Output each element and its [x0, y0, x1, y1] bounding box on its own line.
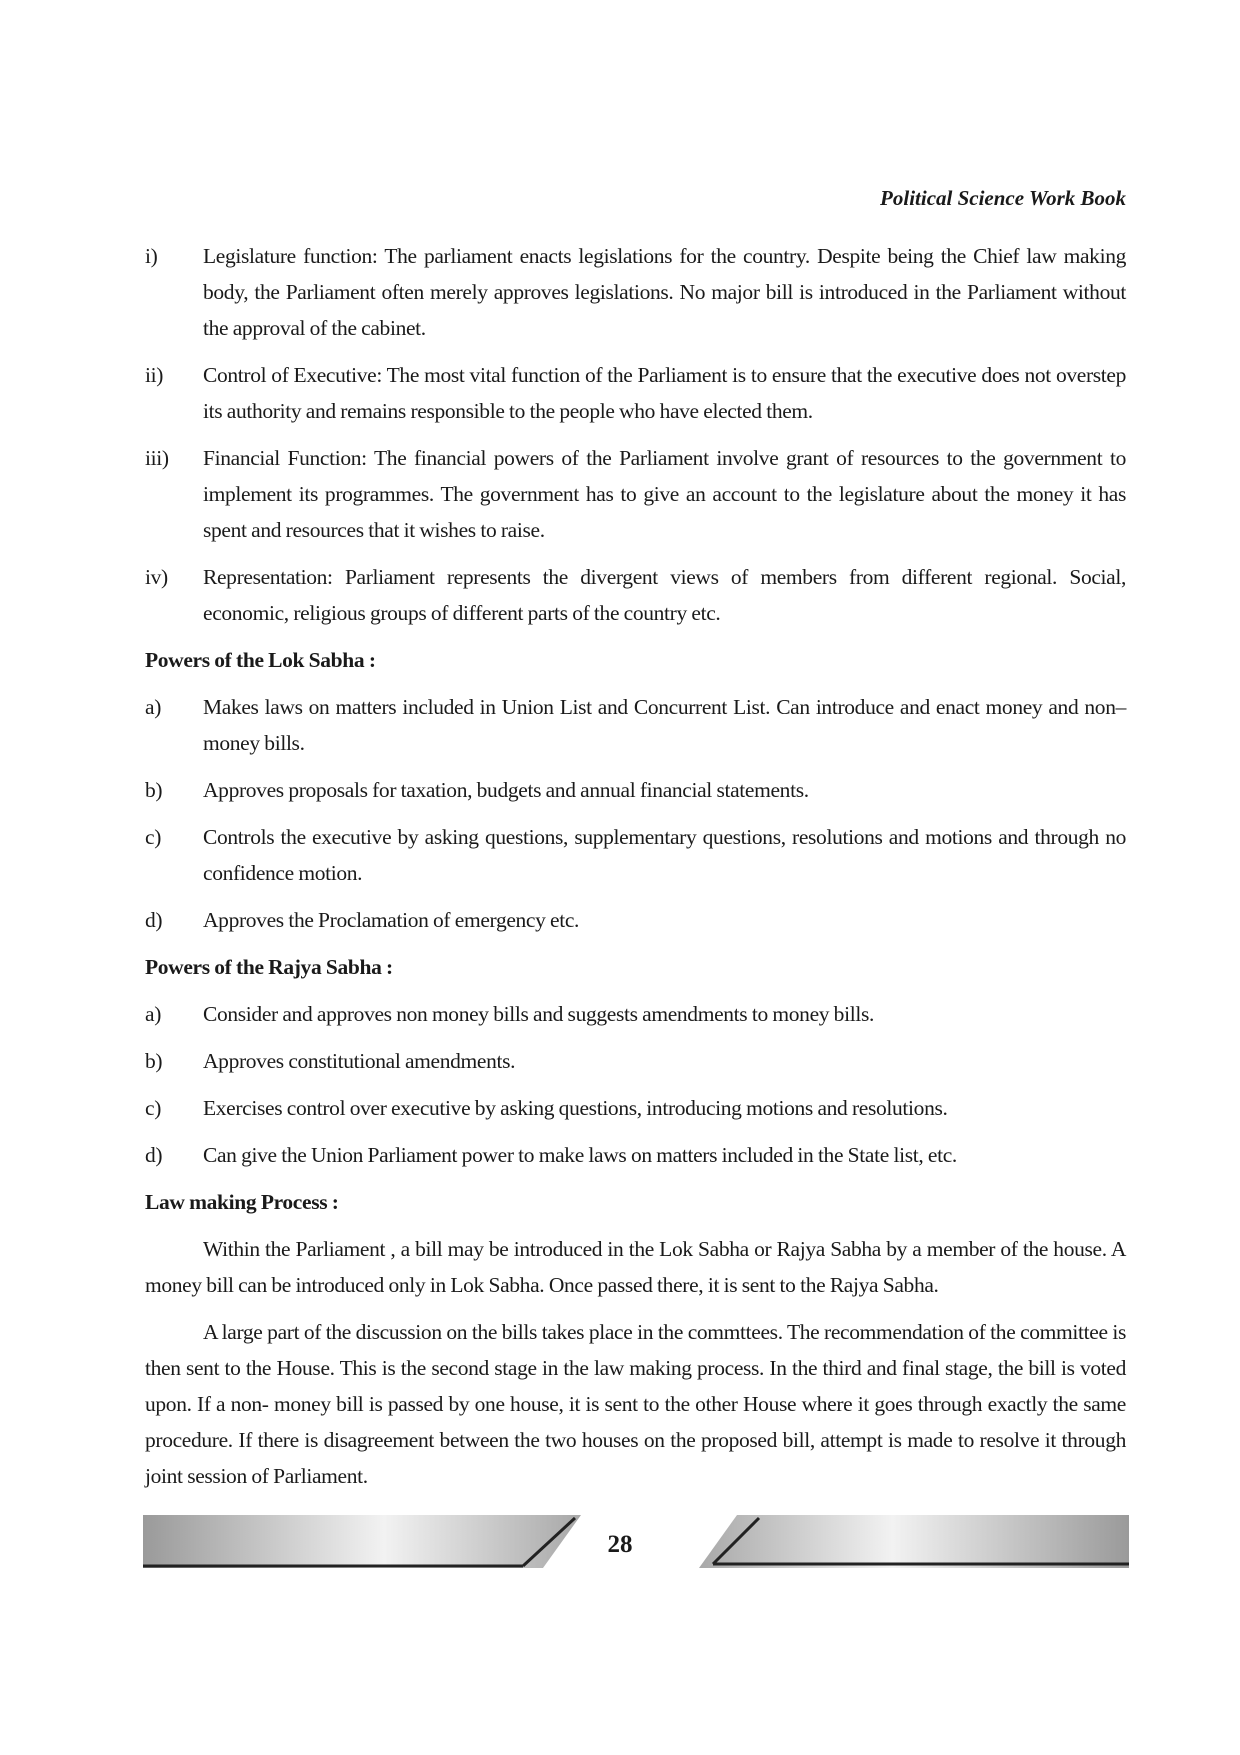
list-item	[145, 559, 1126, 631]
list-text: Makes laws on matters included in Union List and Concurrent List. Can introduce and enact money and non–money bills.	[203, 695, 1126, 755]
list-marker: iii)	[145, 446, 169, 470]
list-text: Approves proposals for taxation, budgets and annual financial statements.	[203, 778, 809, 802]
list-marker: b)	[145, 778, 163, 802]
list-item	[145, 902, 1126, 938]
rajya-sabha-heading: Powers of the Rajya Sabha :	[145, 955, 393, 979]
paragraph: A large part of the discussion on the bills takes place in the commttees. The recommendation of the committee is then sent to the House. This is the second stage in the law making process. In the third and final stage, the bill is voted upon. If a non- money bill is passed by one house, it is sent to the other House where it goes through exactly the same procedure. If there is disagreement between the two houses on the proposed bill, attempt is made to resolve it through joint session of Parliament.	[145, 1320, 1126, 1488]
list-text: Legislature function: The parliament enacts legislations for the country. Despite being the Chief law making body, the Parliament often merely approves legislations. No major bill is introduced in the Parliament without the approval of the cabinet.	[203, 244, 1126, 340]
list-text: Can give the Union Parliament power to make laws on matters included in the State list, etc.	[203, 1143, 957, 1167]
list-item	[145, 689, 1126, 761]
list-item	[145, 819, 1126, 891]
list-item	[145, 357, 1126, 429]
list-marker: d)	[145, 908, 163, 932]
page-number: 28	[607, 1531, 633, 1558]
list-marker: d)	[145, 1143, 163, 1167]
list-text: Consider and approves non money bills and suggests amendments to money bills.	[203, 1002, 874, 1026]
list-text: Controls the executive by asking questions, supplementary questions, resolutions and motions and through no confidence motion.	[203, 825, 1126, 885]
list-text: Exercises control over executive by asking questions, introducing motions and resolutions.	[203, 1096, 948, 1120]
list-item	[145, 1043, 1126, 1079]
list-item	[145, 238, 1126, 346]
list-marker: c)	[145, 1096, 162, 1120]
paragraph: Within the Parliament , a bill may be introduced in the Lok Sabha or Rajya Sabha by a member of the house. A money bill can be introduced only in Lok Sabha. Once passed there, it is sent to the Rajya Sabha.	[145, 1237, 1126, 1297]
list-item	[145, 440, 1126, 548]
list-marker: c)	[145, 825, 162, 849]
list-marker: b)	[145, 1049, 163, 1073]
list-marker: i)	[145, 244, 158, 268]
list-item	[145, 772, 1126, 808]
lok-sabha-heading: Powers of the Lok Sabha :	[145, 648, 376, 672]
list-item	[145, 1137, 1126, 1173]
running-title: Political Science Work Book	[880, 186, 1126, 210]
list-marker: iv)	[145, 565, 168, 589]
list-marker: a)	[145, 695, 162, 719]
list-marker: ii)	[145, 363, 164, 387]
list-text: Financial Function: The financial powers of the Parliament involve grant of resources to the government to implement its programmes. The government has to give an account to the legislature about the money it has spent and resources that it wishes to raise.	[203, 446, 1126, 542]
list-text: Representation: Parliament represents the divergent views of members from different regional. Social, economic, religious groups of different parts of the country etc.	[203, 565, 1126, 625]
page-body	[145, 238, 1126, 1505]
law-making-heading: Law making Process :	[145, 1190, 339, 1214]
list-marker: a)	[145, 1002, 162, 1026]
list-text: Control of Executive: The most vital function of the Parliament is to ensure that the executive does not overstep its authority and remains responsible to the people who have elected them.	[203, 363, 1126, 423]
list-item	[145, 1090, 1126, 1126]
list-text: Approves constitutional amendments.	[203, 1049, 516, 1073]
list-text: Approves the Proclamation of emergency etc.	[203, 908, 580, 932]
list-item	[145, 996, 1126, 1032]
